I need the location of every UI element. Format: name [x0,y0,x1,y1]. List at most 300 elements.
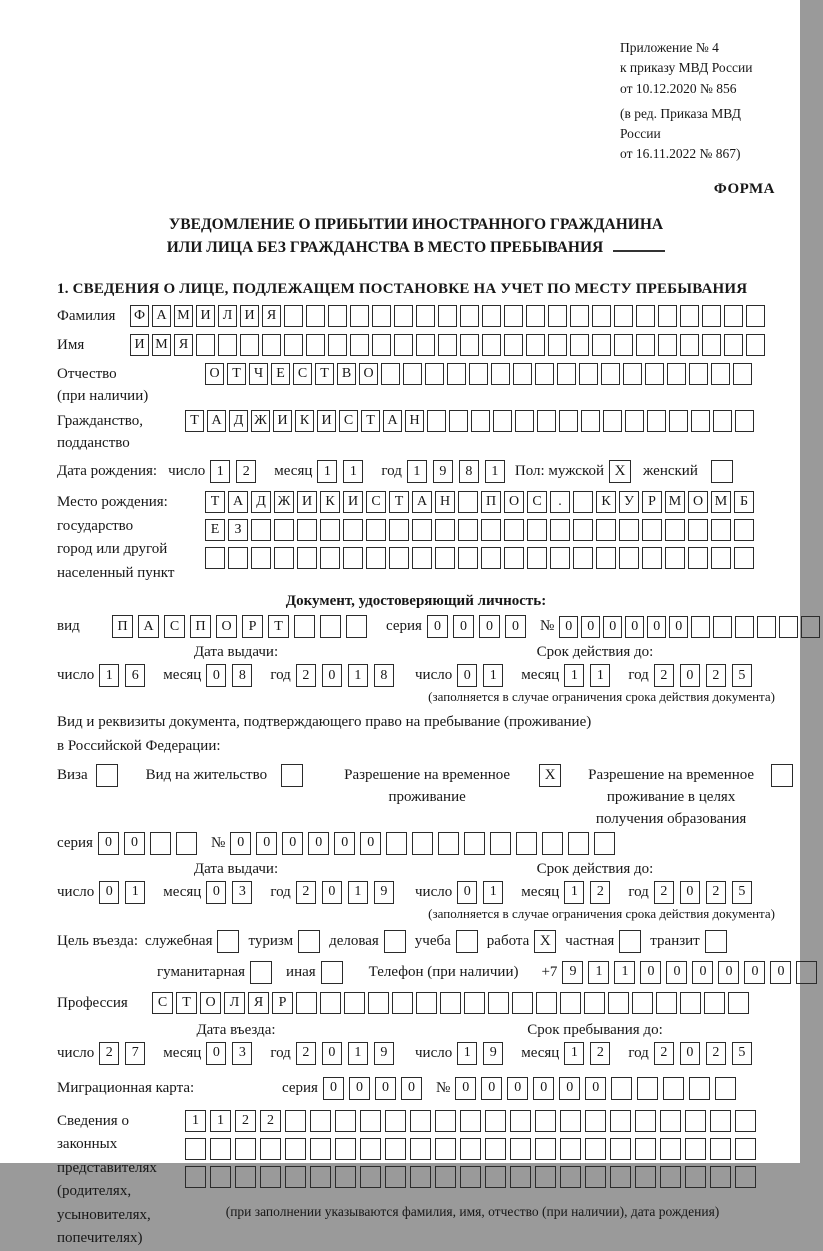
char-box[interactable] [537,410,556,432]
char-box[interactable]: 0 [625,616,644,638]
char-box[interactable] [573,547,593,569]
char-box[interactable] [585,1110,606,1132]
char-box[interactable] [469,363,488,385]
char-box[interactable]: 2 [99,1042,119,1065]
char-box[interactable] [240,334,259,356]
char-box[interactable] [350,305,369,327]
char-box[interactable]: 1 [348,664,368,687]
purpose-business-checkbox[interactable] [384,930,406,953]
char-box[interactable] [702,334,721,356]
char-box[interactable] [689,363,708,385]
char-box[interactable]: 2 [654,664,674,687]
char-box[interactable]: 0 [98,832,119,855]
char-box[interactable] [310,1110,331,1132]
char-box[interactable] [274,519,294,541]
char-box[interactable] [447,363,466,385]
char-box[interactable] [366,519,386,541]
char-box[interactable]: 1 [590,664,610,687]
char-box[interactable] [610,1138,631,1160]
char-box[interactable]: 6 [125,664,145,687]
char-box[interactable] [482,305,501,327]
char-box[interactable]: 0 [322,664,342,687]
char-box[interactable] [608,992,629,1014]
char-box[interactable]: А [152,305,171,327]
char-box[interactable] [636,305,655,327]
char-box[interactable]: П [190,615,211,638]
char-box[interactable] [491,363,510,385]
char-box[interactable] [176,832,197,855]
char-box[interactable] [724,334,743,356]
char-box[interactable] [297,519,317,541]
char-box[interactable] [728,992,749,1014]
char-box[interactable]: 0 [308,832,329,855]
char-box[interactable] [635,1110,656,1132]
char-box[interactable] [389,519,409,541]
char-box[interactable] [310,1138,331,1160]
char-box[interactable] [515,410,534,432]
char-box[interactable]: И [343,491,363,513]
char-box[interactable] [710,1166,731,1188]
char-box[interactable]: 0 [680,1042,700,1065]
char-box[interactable] [458,519,478,541]
char-box[interactable] [660,1110,681,1132]
char-box[interactable] [510,1138,531,1160]
char-box[interactable] [251,519,271,541]
char-box[interactable] [297,547,317,569]
purpose-transit-checkbox[interactable] [705,930,727,953]
char-box[interactable] [416,334,435,356]
char-box[interactable] [704,992,725,1014]
char-box[interactable] [601,363,620,385]
char-box[interactable]: 1 [564,881,584,904]
char-box[interactable] [685,1138,706,1160]
char-box[interactable] [665,547,685,569]
char-box[interactable] [372,305,391,327]
char-box[interactable]: О [216,615,237,638]
char-box[interactable]: П [481,491,501,513]
char-box[interactable]: М [152,334,171,356]
char-box[interactable]: 8 [232,664,252,687]
char-box[interactable]: У [619,491,639,513]
char-box[interactable] [669,410,688,432]
char-box[interactable] [372,334,391,356]
char-box[interactable]: 1 [483,664,503,687]
char-box[interactable] [344,992,365,1014]
char-box[interactable] [460,1110,481,1132]
char-box[interactable] [573,491,593,513]
char-box[interactable]: 0 [603,616,622,638]
char-box[interactable]: Ж [251,410,270,432]
char-box[interactable]: И [240,305,259,327]
char-box[interactable] [185,1166,206,1188]
char-box[interactable]: 8 [374,664,394,687]
char-box[interactable]: А [138,615,159,638]
char-box[interactable] [642,519,662,541]
char-box[interactable]: И [273,410,292,432]
char-box[interactable] [262,334,281,356]
char-box[interactable] [536,992,557,1014]
char-box[interactable] [504,334,523,356]
char-box[interactable] [320,547,340,569]
char-box[interactable] [285,1166,306,1188]
char-box[interactable] [527,519,547,541]
char-box[interactable]: Ф [130,305,149,327]
char-box[interactable]: 2 [235,1110,256,1132]
char-box[interactable] [438,305,457,327]
char-box[interactable]: Н [435,491,455,513]
char-box[interactable]: 0 [427,615,448,638]
char-box[interactable]: 0 [256,832,277,855]
char-box[interactable]: 0 [669,616,688,638]
char-box[interactable] [385,1110,406,1132]
char-box[interactable] [735,1166,756,1188]
char-box[interactable] [464,832,485,855]
char-box[interactable]: К [320,491,340,513]
char-box[interactable] [685,1166,706,1188]
char-box[interactable] [389,547,409,569]
char-box[interactable]: 1 [348,881,368,904]
char-box[interactable] [449,410,468,432]
char-box[interactable] [559,410,578,432]
char-box[interactable] [460,1138,481,1160]
char-box[interactable]: В [337,363,356,385]
char-box[interactable]: И [317,410,336,432]
char-box[interactable]: 2 [236,460,256,483]
char-box[interactable]: С [366,491,386,513]
char-box[interactable]: 2 [706,1042,726,1065]
char-box[interactable]: Т [389,491,409,513]
char-box[interactable] [482,334,501,356]
char-box[interactable] [680,305,699,327]
char-box[interactable] [412,547,432,569]
char-box[interactable] [284,334,303,356]
char-box[interactable]: Я [262,305,281,327]
char-box[interactable]: И [196,305,215,327]
char-box[interactable] [394,305,413,327]
char-box[interactable] [335,1166,356,1188]
char-box[interactable] [438,832,459,855]
char-box[interactable] [592,305,611,327]
char-box[interactable]: А [383,410,402,432]
char-box[interactable] [535,363,554,385]
char-box[interactable] [573,519,593,541]
char-box[interactable] [710,1138,731,1160]
char-box[interactable] [410,1110,431,1132]
char-box[interactable]: 3 [232,881,252,904]
char-box[interactable] [658,334,677,356]
char-box[interactable]: Ч [249,363,268,385]
char-box[interactable]: 0 [718,961,739,984]
char-box[interactable]: 0 [692,961,713,984]
char-box[interactable]: 0 [457,664,477,687]
char-box[interactable] [527,547,547,569]
char-box[interactable] [504,547,524,569]
char-box[interactable] [645,363,664,385]
char-box[interactable] [343,519,363,541]
char-box[interactable]: 0 [99,881,119,904]
char-box[interactable]: 0 [322,881,342,904]
char-box[interactable]: О [359,363,378,385]
char-box[interactable] [715,1077,736,1100]
char-box[interactable] [625,410,644,432]
char-box[interactable]: Т [361,410,380,432]
char-box[interactable]: 2 [296,1042,316,1065]
char-box[interactable] [735,1138,756,1160]
char-box[interactable]: 0 [206,881,226,904]
char-box[interactable] [416,305,435,327]
char-box[interactable] [560,1138,581,1160]
char-box[interactable] [488,992,509,1014]
char-box[interactable]: 0 [230,832,251,855]
char-box[interactable]: 0 [505,615,526,638]
char-box[interactable]: 0 [457,881,477,904]
char-box[interactable]: 2 [590,1042,610,1065]
char-box[interactable]: Т [315,363,334,385]
char-box[interactable]: 1 [564,664,584,687]
char-box[interactable] [660,1166,681,1188]
char-box[interactable] [504,305,523,327]
char-box[interactable]: 8 [459,460,479,483]
char-box[interactable] [570,305,589,327]
char-box[interactable]: 0 [375,1077,396,1100]
char-box[interactable] [360,1138,381,1160]
char-box[interactable]: А [228,491,248,513]
char-box[interactable] [210,1138,231,1160]
char-box[interactable]: 2 [654,881,674,904]
char-box[interactable] [526,334,545,356]
char-box[interactable]: Я [248,992,269,1014]
purpose-official-checkbox[interactable] [217,930,239,953]
char-box[interactable] [458,547,478,569]
char-box[interactable]: 7 [125,1042,145,1065]
char-box[interactable] [460,305,479,327]
char-box[interactable]: 0 [559,616,578,638]
char-box[interactable] [471,410,490,432]
char-box[interactable]: Я [174,334,193,356]
char-box[interactable] [435,1166,456,1188]
temp-residence-checkbox[interactable]: X [539,764,561,787]
char-box[interactable]: 0 [481,1077,502,1100]
char-box[interactable]: 0 [581,616,600,638]
char-box[interactable] [516,832,537,855]
char-box[interactable]: Т [205,491,225,513]
char-box[interactable]: Л [224,992,245,1014]
char-box[interactable] [435,1138,456,1160]
char-box[interactable] [526,305,545,327]
char-box[interactable] [464,992,485,1014]
char-box[interactable]: 1 [483,881,503,904]
char-box[interactable] [306,334,325,356]
char-box[interactable] [296,992,317,1014]
char-box[interactable]: 1 [564,1042,584,1065]
char-box[interactable] [294,615,315,638]
char-box[interactable] [637,1077,658,1100]
char-box[interactable] [335,1110,356,1132]
char-box[interactable] [205,547,225,569]
char-box[interactable]: Ж [274,491,294,513]
char-box[interactable] [235,1166,256,1188]
char-box[interactable]: Р [242,615,263,638]
char-box[interactable]: 1 [407,460,427,483]
char-box[interactable] [196,334,215,356]
char-box[interactable] [550,547,570,569]
char-box[interactable] [458,491,478,513]
char-box[interactable]: Т [268,615,289,638]
char-box[interactable] [614,305,633,327]
char-box[interactable] [596,547,616,569]
char-box[interactable] [735,410,754,432]
char-box[interactable] [210,1166,231,1188]
char-box[interactable] [335,1138,356,1160]
char-box[interactable] [394,334,413,356]
char-box[interactable]: С [164,615,185,638]
char-box[interactable] [485,1138,506,1160]
char-box[interactable] [392,992,413,1014]
char-box[interactable]: Е [271,363,290,385]
char-box[interactable] [427,410,446,432]
char-box[interactable] [691,410,710,432]
char-box[interactable] [596,519,616,541]
char-box[interactable]: М [174,305,193,327]
char-box[interactable] [603,410,622,432]
char-box[interactable] [647,410,666,432]
char-box[interactable] [416,992,437,1014]
char-box[interactable] [724,305,743,327]
purpose-other-checkbox[interactable] [321,961,343,984]
char-box[interactable]: З [228,519,248,541]
char-box[interactable]: С [339,410,358,432]
char-box[interactable] [660,1138,681,1160]
char-box[interactable]: 1 [317,460,337,483]
char-box[interactable] [320,519,340,541]
char-box[interactable]: 1 [99,664,119,687]
char-box[interactable] [733,363,752,385]
char-box[interactable] [510,1166,531,1188]
char-box[interactable] [734,547,754,569]
sex-male-checkbox[interactable]: X [609,460,631,483]
char-box[interactable]: 2 [260,1110,281,1132]
char-box[interactable]: 1 [185,1110,206,1132]
char-box[interactable]: А [412,491,432,513]
char-box[interactable]: 0 [206,664,226,687]
char-box[interactable] [381,363,400,385]
char-box[interactable] [623,363,642,385]
sex-female-checkbox[interactable] [711,460,733,483]
char-box[interactable]: О [205,363,224,385]
char-box[interactable] [579,363,598,385]
char-box[interactable] [490,832,511,855]
char-box[interactable]: О [200,992,221,1014]
char-box[interactable]: Б [734,491,754,513]
char-box[interactable] [368,992,389,1014]
char-box[interactable]: Д [251,491,271,513]
char-box[interactable]: Т [227,363,246,385]
char-box[interactable] [435,547,455,569]
char-box[interactable]: Р [642,491,662,513]
char-box[interactable]: 0 [559,1077,580,1100]
char-box[interactable] [512,992,533,1014]
char-box[interactable]: 0 [124,832,145,855]
char-box[interactable]: 2 [654,1042,674,1065]
char-box[interactable] [635,1166,656,1188]
char-box[interactable]: К [295,410,314,432]
char-box[interactable] [711,547,731,569]
char-box[interactable] [385,1138,406,1160]
char-box[interactable] [510,1110,531,1132]
char-box[interactable]: Т [185,410,204,432]
char-box[interactable] [585,1138,606,1160]
char-box[interactable] [235,1138,256,1160]
char-box[interactable] [493,410,512,432]
char-box[interactable]: 0 [770,961,791,984]
char-box[interactable]: М [711,491,731,513]
char-box[interactable]: 1 [343,460,363,483]
char-box[interactable] [688,519,708,541]
char-box[interactable] [689,1077,710,1100]
char-box[interactable]: 0 [455,1077,476,1100]
char-box[interactable]: 0 [680,881,700,904]
char-box[interactable] [385,1166,406,1188]
char-box[interactable]: С [293,363,312,385]
char-box[interactable]: 0 [323,1077,344,1100]
char-box[interactable] [535,1110,556,1132]
char-box[interactable] [658,305,677,327]
char-box[interactable] [360,1166,381,1188]
char-box[interactable] [614,334,633,356]
char-box[interactable]: . [550,491,570,513]
char-box[interactable] [610,1110,631,1132]
char-box[interactable] [403,363,422,385]
char-box[interactable] [635,1138,656,1160]
char-box[interactable] [557,363,576,385]
char-box[interactable]: О [688,491,708,513]
char-box[interactable]: О [504,491,524,513]
char-box[interactable] [548,334,567,356]
char-box[interactable] [274,547,294,569]
char-box[interactable] [592,334,611,356]
char-box[interactable] [228,547,248,569]
char-box[interactable] [735,616,754,638]
char-box[interactable]: 0 [507,1077,528,1100]
char-box[interactable]: 5 [732,664,752,687]
char-box[interactable]: П [112,615,133,638]
char-box[interactable] [735,1110,756,1132]
char-box[interactable] [560,1110,581,1132]
char-box[interactable] [711,363,730,385]
char-box[interactable] [366,547,386,569]
char-box[interactable]: 9 [483,1042,503,1065]
char-box[interactable] [218,334,237,356]
char-box[interactable]: 0 [401,1077,422,1100]
char-box[interactable]: 1 [125,881,145,904]
char-box[interactable] [328,305,347,327]
char-box[interactable]: 5 [732,881,752,904]
char-box[interactable]: 0 [585,1077,606,1100]
char-box[interactable]: 0 [666,961,687,984]
char-box[interactable]: 2 [706,881,726,904]
char-box[interactable] [350,334,369,356]
char-box[interactable]: Л [218,305,237,327]
char-box[interactable] [284,305,303,327]
char-box[interactable] [560,1166,581,1188]
char-box[interactable]: 1 [210,1110,231,1132]
char-box[interactable] [642,547,662,569]
char-box[interactable] [460,334,479,356]
char-box[interactable]: Н [405,410,424,432]
char-box[interactable] [685,1110,706,1132]
char-box[interactable] [619,519,639,541]
purpose-work-checkbox[interactable]: X [534,930,556,953]
